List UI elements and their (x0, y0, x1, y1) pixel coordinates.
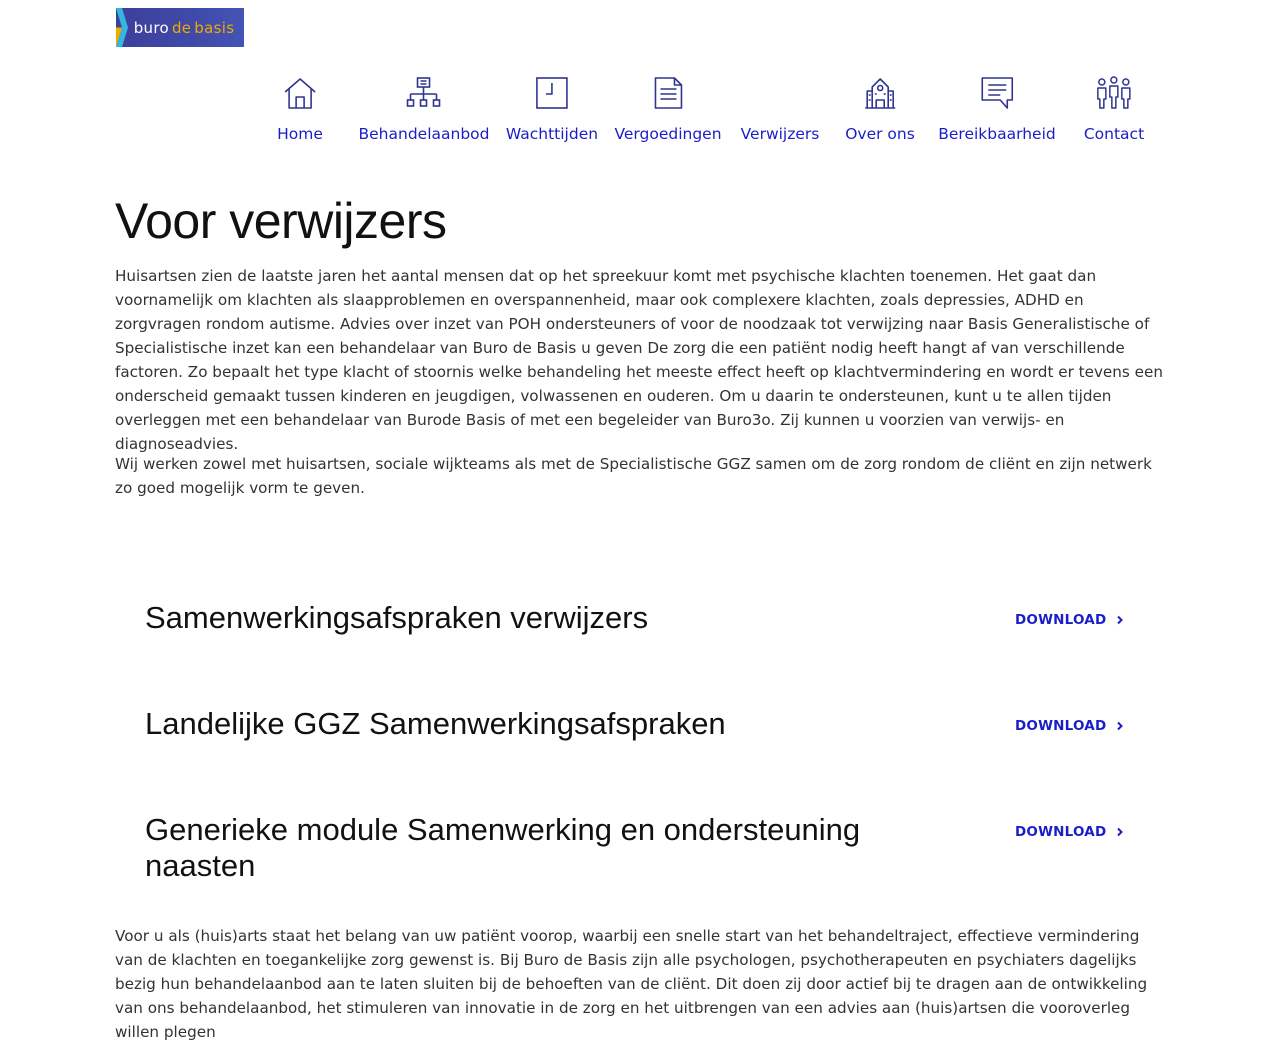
nav-label-behandelaanbod: Behandelaanbod (358, 125, 490, 143)
nav-label-home: Home (277, 125, 323, 143)
logo-word-de: de (171, 18, 192, 37)
clock-icon (534, 75, 570, 111)
nav-label-vergoedingen: Vergoedingen (614, 125, 722, 143)
chevron-right-icon (1115, 721, 1125, 731)
chevron-right-icon (1115, 827, 1125, 837)
collaboration-paragraph: Wij werken zowel met huisartsen, sociale wijkteams als met de Specialistische GGZ samen om de zorg rondom de cliënt en zijn netwerk zo goed mogelijk vorm te geven. (115, 455, 1152, 497)
logo-word-basis: basis (194, 18, 235, 37)
referral-icon (762, 75, 798, 111)
chevron-right-icon (1115, 615, 1125, 625)
people-icon (1096, 75, 1132, 111)
nav-item-verwijzers[interactable] (741, 75, 820, 143)
download-title: Samenwerkingsafspraken verwijzers (145, 600, 649, 635)
nav-item-wachttijden[interactable] (506, 75, 598, 143)
download-label: DOWNLOAD (1015, 612, 1107, 628)
download-link[interactable] (1015, 824, 1125, 840)
download-link[interactable] (1015, 612, 1125, 628)
intro-paragraph: Huisartsen zien de laatste jaren het aantal mensen dat op het spreekuur komt met psychische klachten toenemen. Het gaat dan voornamelijk om klachten als slaapproblemen en overspannenheid, maar ook complexere klachten, zoals depressies, ADHD en zorgvragen rondom autisme. Advies over inzet van POH ondersteuners of voor de noodzaak tot verwijzing naar Basis Generalistische of Specialistische inzet kan een behandelaar van Buro de Basis u geven De zorg die een patiënt nodig heeft hangt af van verschillende factoren. Zo bepaalt het type klacht of stoornis welke behandeling het meeste effect heeft op klachtvermindering en wordt er tevens een onderscheid gemaakt tussen kinderen en jeugdigen, volwassenen en ouderen. Om u daarin te ondersteunen, kunt u te allen tijden overleggen met een behandelaar van Burode Basis of met een begeleider van Buro3o. Zij kunnen u voorzien van verwijs- en diagnoseadvies. (115, 267, 1163, 453)
nav-item-contact[interactable] (1084, 75, 1144, 143)
download-title: Landelijke GGZ Samenwerkingsafspraken (145, 706, 726, 741)
document-icon (650, 75, 686, 111)
download-title: Generieke module Samenwerking en ondersteuning naasten (145, 812, 861, 883)
nav-label-over-ons: Over ons (845, 125, 915, 143)
nav-label-bereikbaarheid: Bereikbaarheid (938, 125, 1056, 143)
nav-item-behandelaanbod[interactable] (359, 75, 490, 143)
logo-word-buro: buro (133, 18, 169, 37)
org-chart-icon (406, 75, 442, 111)
nav-item-home[interactable] (277, 75, 323, 143)
download-label: DOWNLOAD (1015, 718, 1107, 734)
nav-label-wachttijden: Wachttijden (505, 125, 599, 143)
nav-item-vergoedingen[interactable] (614, 75, 721, 143)
download-label: DOWNLOAD (1015, 824, 1107, 840)
main-navigation (0, 0, 1280, 160)
nav-label-verwijzers: Verwijzers (740, 125, 820, 143)
download-link[interactable] (1015, 718, 1125, 734)
chat-bubble-icon (979, 75, 1015, 111)
nav-item-bereikbaarheid[interactable] (938, 75, 1055, 143)
house-icon (282, 75, 318, 111)
nav-item-over-ons[interactable] (845, 75, 915, 143)
closing-paragraph: Voor u als (huis)arts staat het belang van uw patiënt voorop, waarbij een snelle start van het behandeltraject, effectieve vermindering van de klachten en toegankelijke zorg gewenst is. Bij Buro de Basis zijn alle psychologen, psychotherapeuten en psychiaters dagelijks bezig hun behandelaanbod aan te laten sluiten bij de behoeften van de cliënt. Dit doen zij door actief bij te dragen aan de ontwikkeling van ons behandelaanbod, het stimuleren van innovatie in de zorg en het uitbrengen van een advies aan (huis)artsen die vooroverleg willen plegen (115, 927, 1148, 1041)
building-icon (862, 75, 898, 111)
page-title: Voor verwijzers (115, 193, 447, 249)
nav-label-contact: Contact (1083, 125, 1145, 143)
